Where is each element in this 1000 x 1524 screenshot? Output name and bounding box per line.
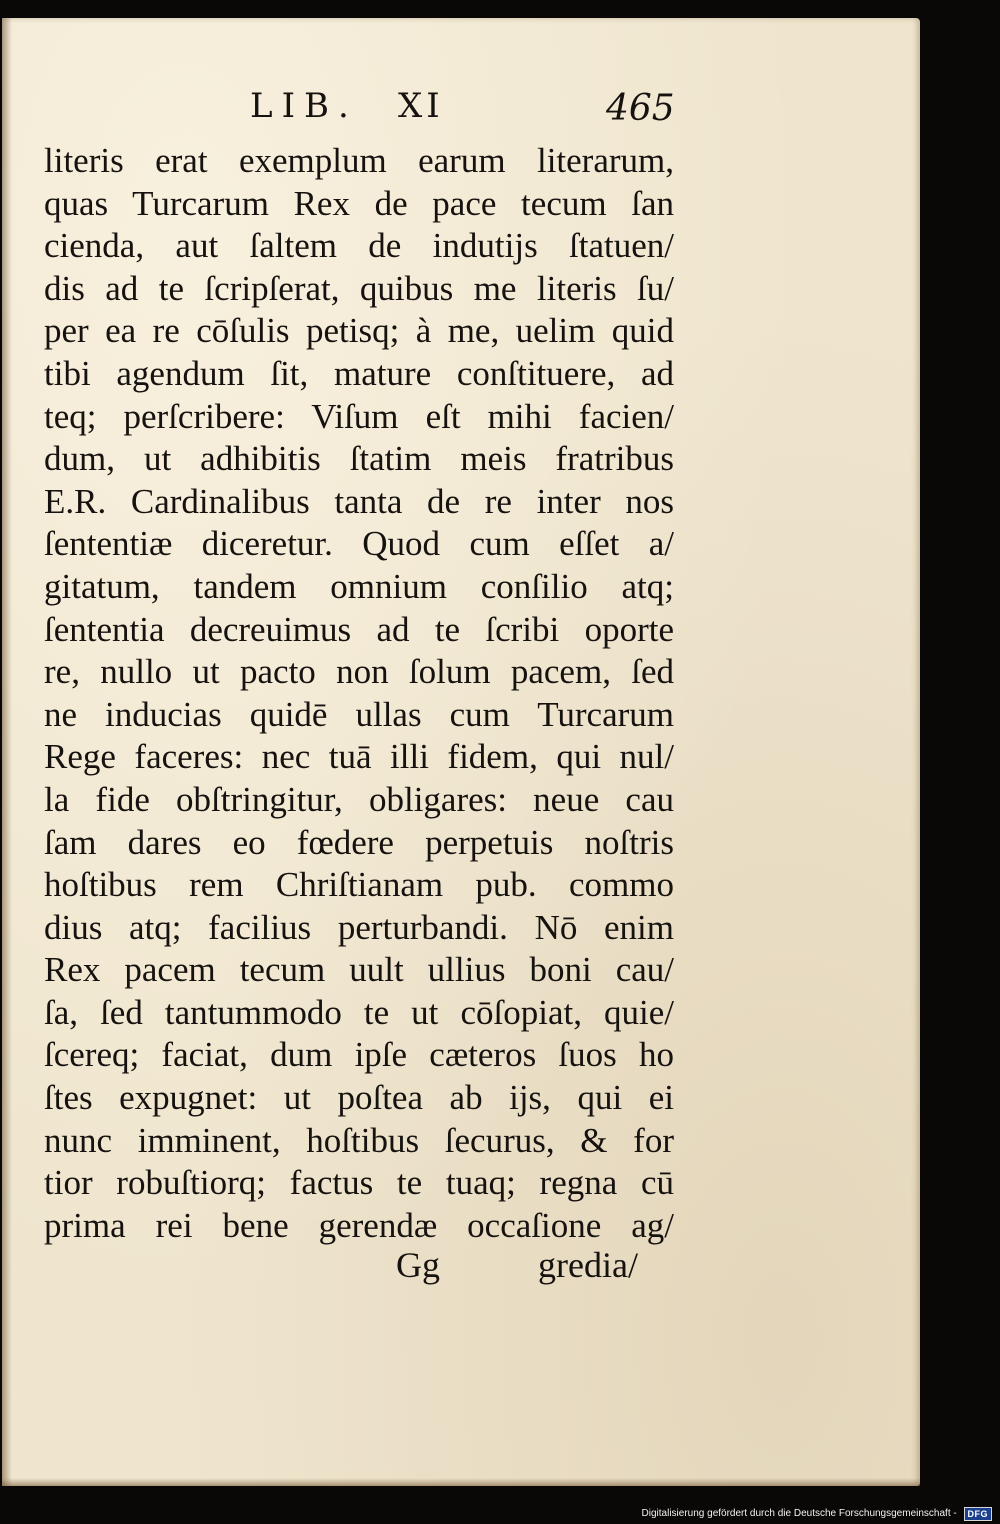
credit-separator: - [950, 1508, 957, 1519]
text-line: tibi agendum ſit, mature conſtituere, ad [44, 353, 674, 393]
running-head-book-number: XI [398, 86, 444, 126]
text-line: re, nullo ut pacto non ſolum pacem, ſed [44, 652, 674, 692]
text-line: gitatum, tandem omnium conſilio atq; [44, 566, 674, 606]
dfg-logo-icon: DFG [964, 1507, 993, 1521]
catchword: gredia/ [538, 1245, 638, 1285]
text-line: ſa, ſed tantummodo te ut cōſopiat, quie/ [44, 992, 674, 1032]
text-line: Rex pacem tecum uult ullius boni cau/ [44, 950, 674, 990]
page-bottom-edge [2, 1478, 920, 1486]
text-line: hoſtibus rem Chriſtianam pub. commo [44, 865, 674, 905]
text-line: nunc imminent, hoſtibus ſecurus, & for [44, 1120, 674, 1160]
running-head-book-label: LIB. [250, 86, 358, 126]
text-line: per ea re cōſulis petisq; à me, uelim quid [44, 311, 674, 351]
credit-text: Digitalisierung gefördert durch die Deutsche Forschungsgemeinschaft [641, 1508, 951, 1519]
text-line: Rege faceres: nec tuā illi fidem, qui nul/ [44, 737, 674, 777]
running-head [0, 86, 920, 136]
digitization-credit [0, 1507, 992, 1521]
text-line: la fide obſtringitur, obligares: neue cau [44, 779, 674, 819]
text-line: ne inducias quidē ullas cum Turcarum [44, 694, 674, 734]
page-number: 465 [606, 88, 675, 129]
signature-mark: Gg [396, 1245, 440, 1285]
text-line: cienda, aut ſaltem de indutijs ſtatuen/ [44, 226, 674, 266]
body-text [44, 140, 674, 1247]
text-line: ſcereq; faciat, dum ipſe cæteros ſuos ho [44, 1035, 674, 1075]
text-line: ſententiæ diceretur. Quod cum eſſet a/ [44, 524, 674, 564]
text-line: dum, ut adhibitis ſtatim meis fratribus [44, 439, 674, 479]
text-line: dis ad te ſcripſerat, quibus me literis ſu/ [44, 268, 674, 308]
text-line: teq; perſcribere: Viſum eſt mihi facien/ [44, 396, 674, 436]
text-line: literis erat exemplum earum literarum, [44, 141, 674, 180]
text-line: E.R. Cardinalibus tanta de re inter nos [44, 481, 674, 521]
text-line: dius atq; facilius perturbandi. Nō enim [44, 907, 674, 947]
page-foot [0, 1244, 920, 1290]
text-line: ſam dares eo fœdere perpetuis noſtris [44, 822, 674, 862]
text-line: tior robuſtiorq; factus te tuaq; regna cū [44, 1163, 674, 1203]
text-line: ſententia decreuimus ad te ſcribi oporte [44, 609, 674, 649]
text-line: prima rei bene gerendæ occaſione ag/ [44, 1205, 674, 1245]
text-line: ſtes expugnet: ut poſtea ab ijs, qui ei [44, 1078, 674, 1118]
text-line: quas Turcarum Rex de pace tecum ſan [44, 183, 674, 223]
